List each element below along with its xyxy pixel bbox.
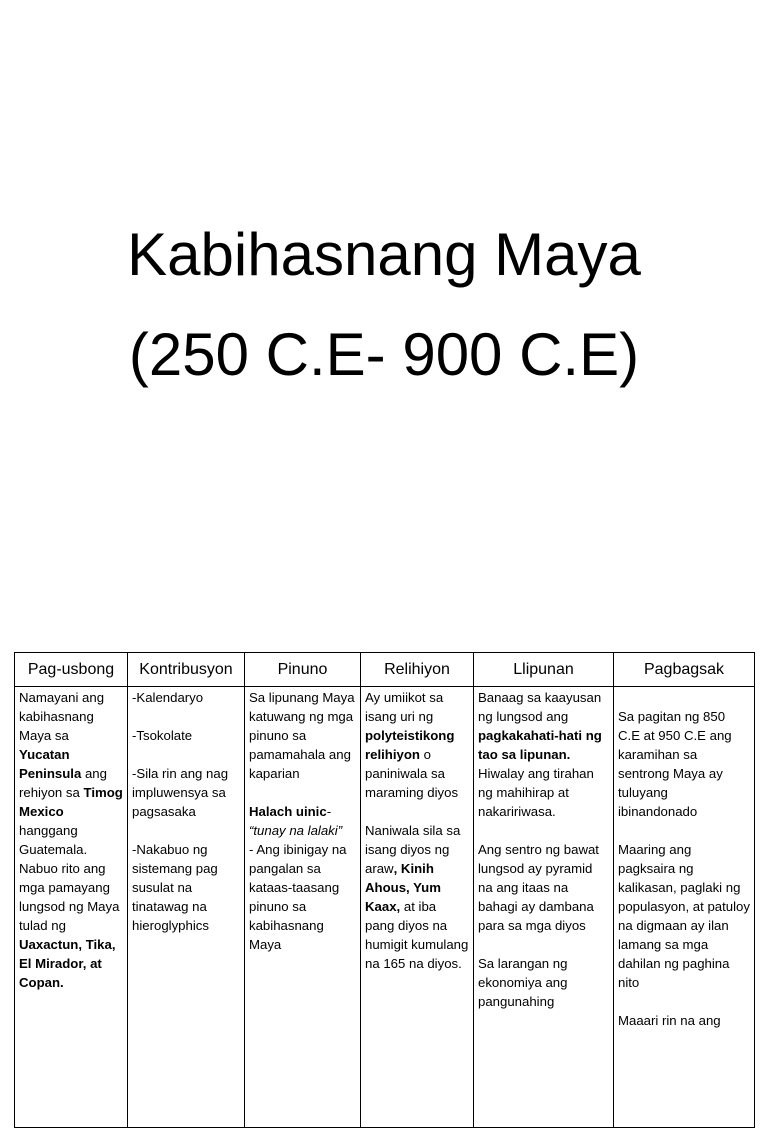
bold-text-run: Timog Mexico [19,785,123,819]
pagbagsak-paragraph: Sa pagitan ng 850 C.E at 950 C.E ang karamihan sa sentrong Maya ay tuluyang ibinandonado [618,709,732,819]
cell-pag-usbong [15,687,128,1128]
text-run: Banaag sa kaayusan ng lungsod ang [478,690,602,724]
text-run: Namayani ang kabihasnang Maya sa [19,690,105,743]
pinuno-paragraph: Sa lipunang Maya katuwang ng mga pinuno sa pamamahala ang kaparian [249,690,355,781]
header-kontribusyon: Kontribusyon [128,653,245,687]
kontribusyon-item: -Tsokolate [132,728,193,743]
cell-relihiyon [361,687,474,1128]
cell-lipunan [474,687,614,1128]
pinuno-paragraph [249,802,356,954]
title-line-2: (250 C.E- 900 C.E) [128,321,640,388]
text-run: o paniniwala sa maraming diyos [365,747,459,800]
maya-table [14,652,755,1128]
italic-text-run: “tunay na lalaki” [249,823,343,838]
lipunan-paragraph: Sa larangan ng ekonomiya ang pangunahing [478,956,568,1009]
pag-usbong-text [19,688,123,992]
bold-text-run: , Kinih Ahous, Yum Kaax, [365,861,441,914]
lipunan-paragraph [478,688,609,821]
cell-kontribusyon [128,687,245,1128]
header-relihiyon: Relihiyon [361,653,474,687]
cell-pagbagsak [614,687,755,1128]
bold-text-run: Yucatan Peninsula [19,747,82,781]
relihiyon-paragraph [365,821,469,973]
cell-pinuno [245,687,361,1128]
bold-text-run: Halach uinic [249,804,327,819]
text-run: - [326,804,332,819]
title-line-1: Kabihasnang Maya [127,221,641,288]
text-run: - Ang ibinigay na pangalan sa kataas-taasang pinuno sa kabihasnang Maya [249,842,347,952]
table-row [15,687,755,1128]
relihiyon-paragraph [365,688,469,802]
header-pag-usbong: Pag-usbong [15,653,128,687]
text-run: Ay umiikot sa isang uri ng [365,690,444,724]
bold-text-run: pagkakahati-hati ng tao sa lipunan. [478,728,602,762]
header-pinuno: Pinuno [245,653,361,687]
pagbagsak-paragraph: Maaring ang pagksaira ng kalikasan, paglaki ng populasyon, at patuloy na digmaan ay ilan lamang sa mga dahilan ng paghina nito [618,842,750,990]
pagbagsak-paragraph: Maaari rin na ang [618,1013,721,1028]
table-header-row [15,653,755,687]
lipunan-paragraph: Ang sentro ng bawat lungsod ay pyramid na ang itaas na bahagi ay dambana para sa mga diyos [478,842,599,933]
bold-text-run: Uaxactun, Tika, El Mirador, at Copan. [19,937,116,990]
text-run: hanggang Guatemala. Nabuo rito ang mga pamayang lungsod ng Maya tulad ng [19,823,120,933]
text-run: at iba pang diyos na humigit kumulang na 165 na diyos. [365,899,469,971]
kontribusyon-item: -Kalendaryo [132,690,204,705]
kontribusyon-item: -Sila rin ang nag impluwensya sa pagsasaka [132,766,229,819]
header-pagbagsak: Pagbagsak [614,653,755,687]
text-run: Hiwalay ang tirahan ng mahihirap at nakaririwasa. [478,766,594,819]
header-lipunan: Llipunan [474,653,614,687]
bold-text-run: polyteistikong relihiyon [365,728,455,762]
page-title [0,205,768,405]
kontribusyon-item: -Nakabuo ng sistemang pag susulat na tinatawag na hieroglyphics [132,842,218,933]
text-run: Naniwala sila sa isang diyos ng araw [365,823,461,876]
text-run: ang rehiyon sa [19,766,107,800]
